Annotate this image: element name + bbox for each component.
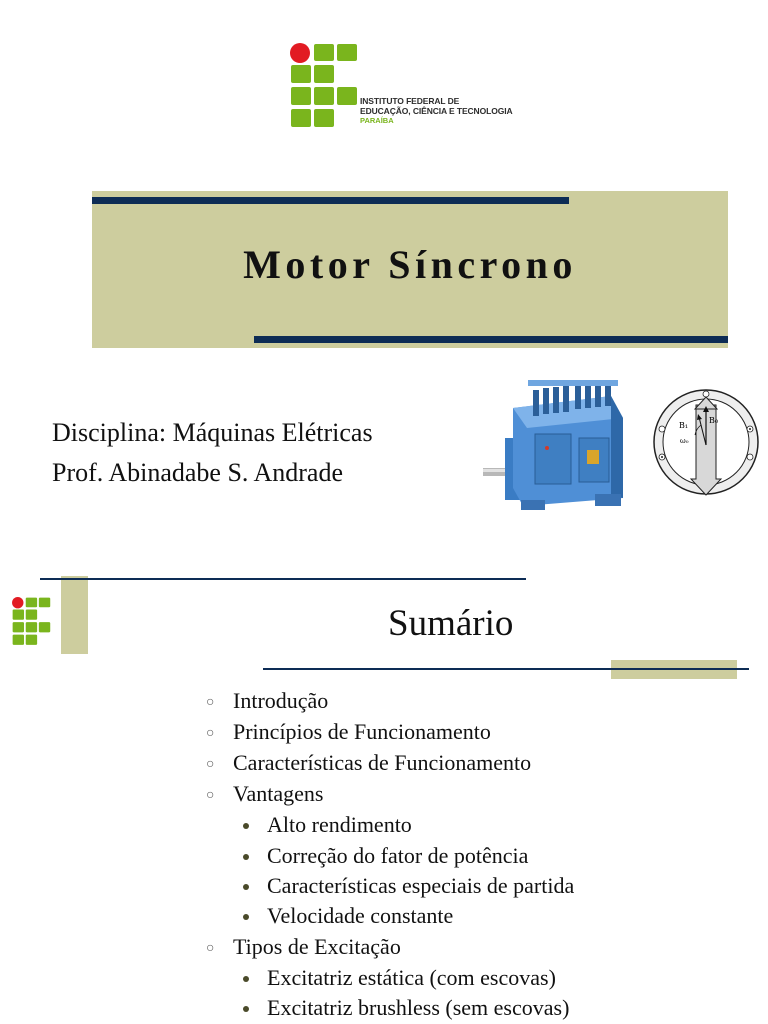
professor-label: Prof. Abinadabe S. Andrade [52,458,344,487]
outline-subitem-text: Velocidade constante [267,903,454,928]
slide2-bottom-rule [263,668,749,670]
circle-bullet-icon: ○ [206,941,215,956]
dot-bullet-icon [240,903,267,929]
institution-logo-small [12,597,52,646]
outline-item [206,688,328,716]
dot-bullet-icon [240,965,267,991]
outline-item-text: Vantagens [233,781,324,806]
outline-item-text: Princípios de Funcionamento [233,719,491,744]
omega-label: ω₀ [680,437,689,445]
outline-subitem [240,995,569,1021]
outline-subitem [240,843,528,869]
circle-bullet-icon: ○ [206,726,215,741]
institution-name [360,96,560,126]
outline-subitem-text: Excitatriz brushless (sem escovas) [267,995,570,1020]
outline-subitem [240,903,453,929]
dot-bullet-icon [240,843,267,869]
outline-item-text: Tipos de Excitação [233,934,401,959]
outline-subitem-text: Excitatriz estática (com escovas) [267,965,556,990]
institution-line-2: EDUCAÇÃO, CIÊNCIA E TECNOLOGIA [360,106,513,116]
banner-top-rule [92,197,569,204]
slide-title: Motor Síncrono [243,242,577,287]
circle-bullet-icon: ○ [206,695,215,710]
discipline-label: Disciplina: Máquinas Elétricas [52,418,373,447]
circle-bullet-icon: ○ [206,788,215,803]
outline-item-text: Características de Funcionamento [233,750,532,775]
outline-subitem-text: Alto rendimento [267,812,412,837]
dot-bullet-icon [240,995,267,1021]
institution-line-1: INSTITUTO FEDERAL DE [360,96,460,106]
outline-subitem-text: Correção do fator de potência [267,843,529,868]
banner-bottom-rule [254,336,728,343]
institution-line-3: PARAÍBA [360,116,394,125]
synchronous-motor-image [483,378,633,518]
outline-subitem [240,812,412,838]
b0-label: B₀ [709,416,719,425]
outline-subitem [240,965,556,991]
circle-bullet-icon: ○ [206,757,215,772]
slide2-top-rule [40,578,526,580]
b1-label: B₁ [679,421,689,430]
dot-bullet-icon [240,873,267,899]
summary-heading: Sumário [388,603,514,644]
slide2-left-accent [61,576,88,654]
dot-bullet-icon [240,812,267,838]
outline-item-text: Introdução [233,688,329,713]
outline-item [206,781,323,809]
outline-item [206,934,401,962]
magnetic-field-diagram [651,383,761,501]
outline-item [206,750,531,778]
institution-logo [290,43,360,129]
outline-subitem-text: Características especiais de partida [267,873,575,898]
outline-subitem [240,873,574,899]
outline-item [206,719,491,747]
